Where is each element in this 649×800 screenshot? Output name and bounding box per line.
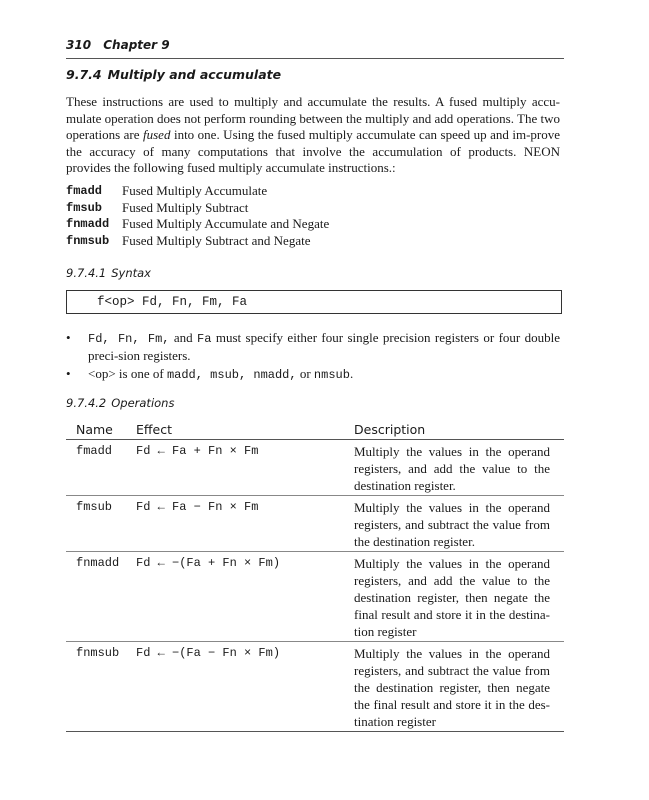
row-description: Multiply the values in the operand registers, and add the value to the destination register, then negate the final result and store it in the destina-tion register [354, 552, 564, 642]
instruction-item [66, 216, 329, 233]
intro-text-2: into one. Using the fused multiply accumulate can speed up and im-prove the accuracy of many computations that involve the accumulation of products. NEON provides the following fused multiply accumulate instructions.: [66, 127, 560, 176]
op-list: madd, msub, nmadd, [166, 368, 297, 382]
table-row [66, 552, 564, 642]
header-rule [66, 58, 564, 59]
instruction-item [66, 183, 329, 200]
instruction-op: fnmadd [66, 217, 110, 232]
operations-title: Operations [111, 396, 175, 410]
row-name: fmsub [66, 496, 136, 552]
instruction-op: fmadd [66, 184, 103, 198]
row-name: fnmadd [66, 552, 136, 642]
table-header-row [66, 419, 564, 440]
bullet-dot: • [66, 330, 71, 345]
notes-list [66, 330, 560, 386]
section-title-text: Multiply and accumulate [107, 67, 282, 82]
row-name: fnmsub [66, 642, 136, 732]
section-title [66, 67, 281, 82]
table-row [66, 642, 564, 732]
instruction-desc: Fused Multiply Subtract [122, 199, 249, 215]
row-description: Multiply the values in the operand registers, and subtract the value from the destination register. [354, 496, 564, 552]
register-list: Fd, Fn, Fm, [88, 332, 170, 346]
syntax-title: Syntax [111, 266, 151, 280]
page-number: 310 [66, 38, 92, 52]
instruction-desc: Fused Multiply Subtract and Negate [122, 233, 311, 249]
note-text: or [296, 366, 314, 381]
row-description: Multiply the values in the operand registers, and subtract the value from the destination register, then negate the final result and store it in the des-tination register [354, 642, 564, 732]
op-placeholder: <op> [88, 366, 116, 381]
instruction-op: fnmsub [66, 234, 110, 249]
syntax-number: 9.7.4.1 [66, 266, 107, 280]
col-header-effect: Effect [136, 419, 354, 440]
col-header-name: Name [66, 419, 136, 440]
row-effect: Fd ← −(Fa + Fn × Fm) [136, 552, 354, 642]
chapter-label: Chapter 9 [103, 38, 170, 52]
register-fa: Fa [197, 332, 212, 346]
note-item [66, 330, 560, 364]
operations-table [66, 419, 564, 732]
row-name: fmadd [66, 440, 136, 496]
op-last: nmsub [313, 368, 350, 382]
syntax-code-box [66, 290, 562, 314]
operations-heading [66, 396, 174, 410]
section-number: 9.7.4 [66, 67, 102, 82]
row-effect: Fd ← −(Fa − Fn × Fm) [136, 642, 354, 732]
col-header-description: Description [354, 419, 564, 440]
running-head [66, 38, 564, 52]
syntax-heading [66, 266, 151, 280]
instruction-desc: Fused Multiply Accumulate [122, 183, 268, 198]
row-effect: Fd ← Fa + Fn × Fm [136, 440, 354, 496]
note-text: . [349, 366, 354, 381]
instruction-op: fmsub [66, 200, 103, 215]
intro-paragraph [66, 94, 560, 177]
instruction-item [66, 233, 329, 250]
intro-text-1: These instructions are used to multiply and accumulate the results. A fused multiply accu-mulate operation does not perform rounding between the multiply and add operations. The two operations are [66, 94, 560, 143]
instruction-list [66, 183, 329, 250]
operations-number: 9.7.4.2 [66, 396, 107, 410]
row-effect: Fd ← Fa − Fn × Fm [136, 496, 354, 552]
note-text: is one of [115, 366, 167, 381]
note-text: must specify either four single precision registers or four double preci-sion registers. [88, 330, 561, 363]
note-item [66, 366, 560, 384]
note-text: and [169, 330, 198, 345]
table-row [66, 440, 564, 496]
syntax-code: f<op> Fd, Fn, Fm, Fa [97, 295, 248, 309]
row-description: Multiply the values in the operand registers, and add the value to the destination register. [354, 440, 564, 496]
instruction-item [66, 200, 329, 217]
intro-emphasis: fused [143, 127, 171, 143]
bullet-dot: • [66, 366, 71, 381]
instruction-desc: Fused Multiply Accumulate and Negate [122, 216, 330, 232]
table-row [66, 496, 564, 552]
